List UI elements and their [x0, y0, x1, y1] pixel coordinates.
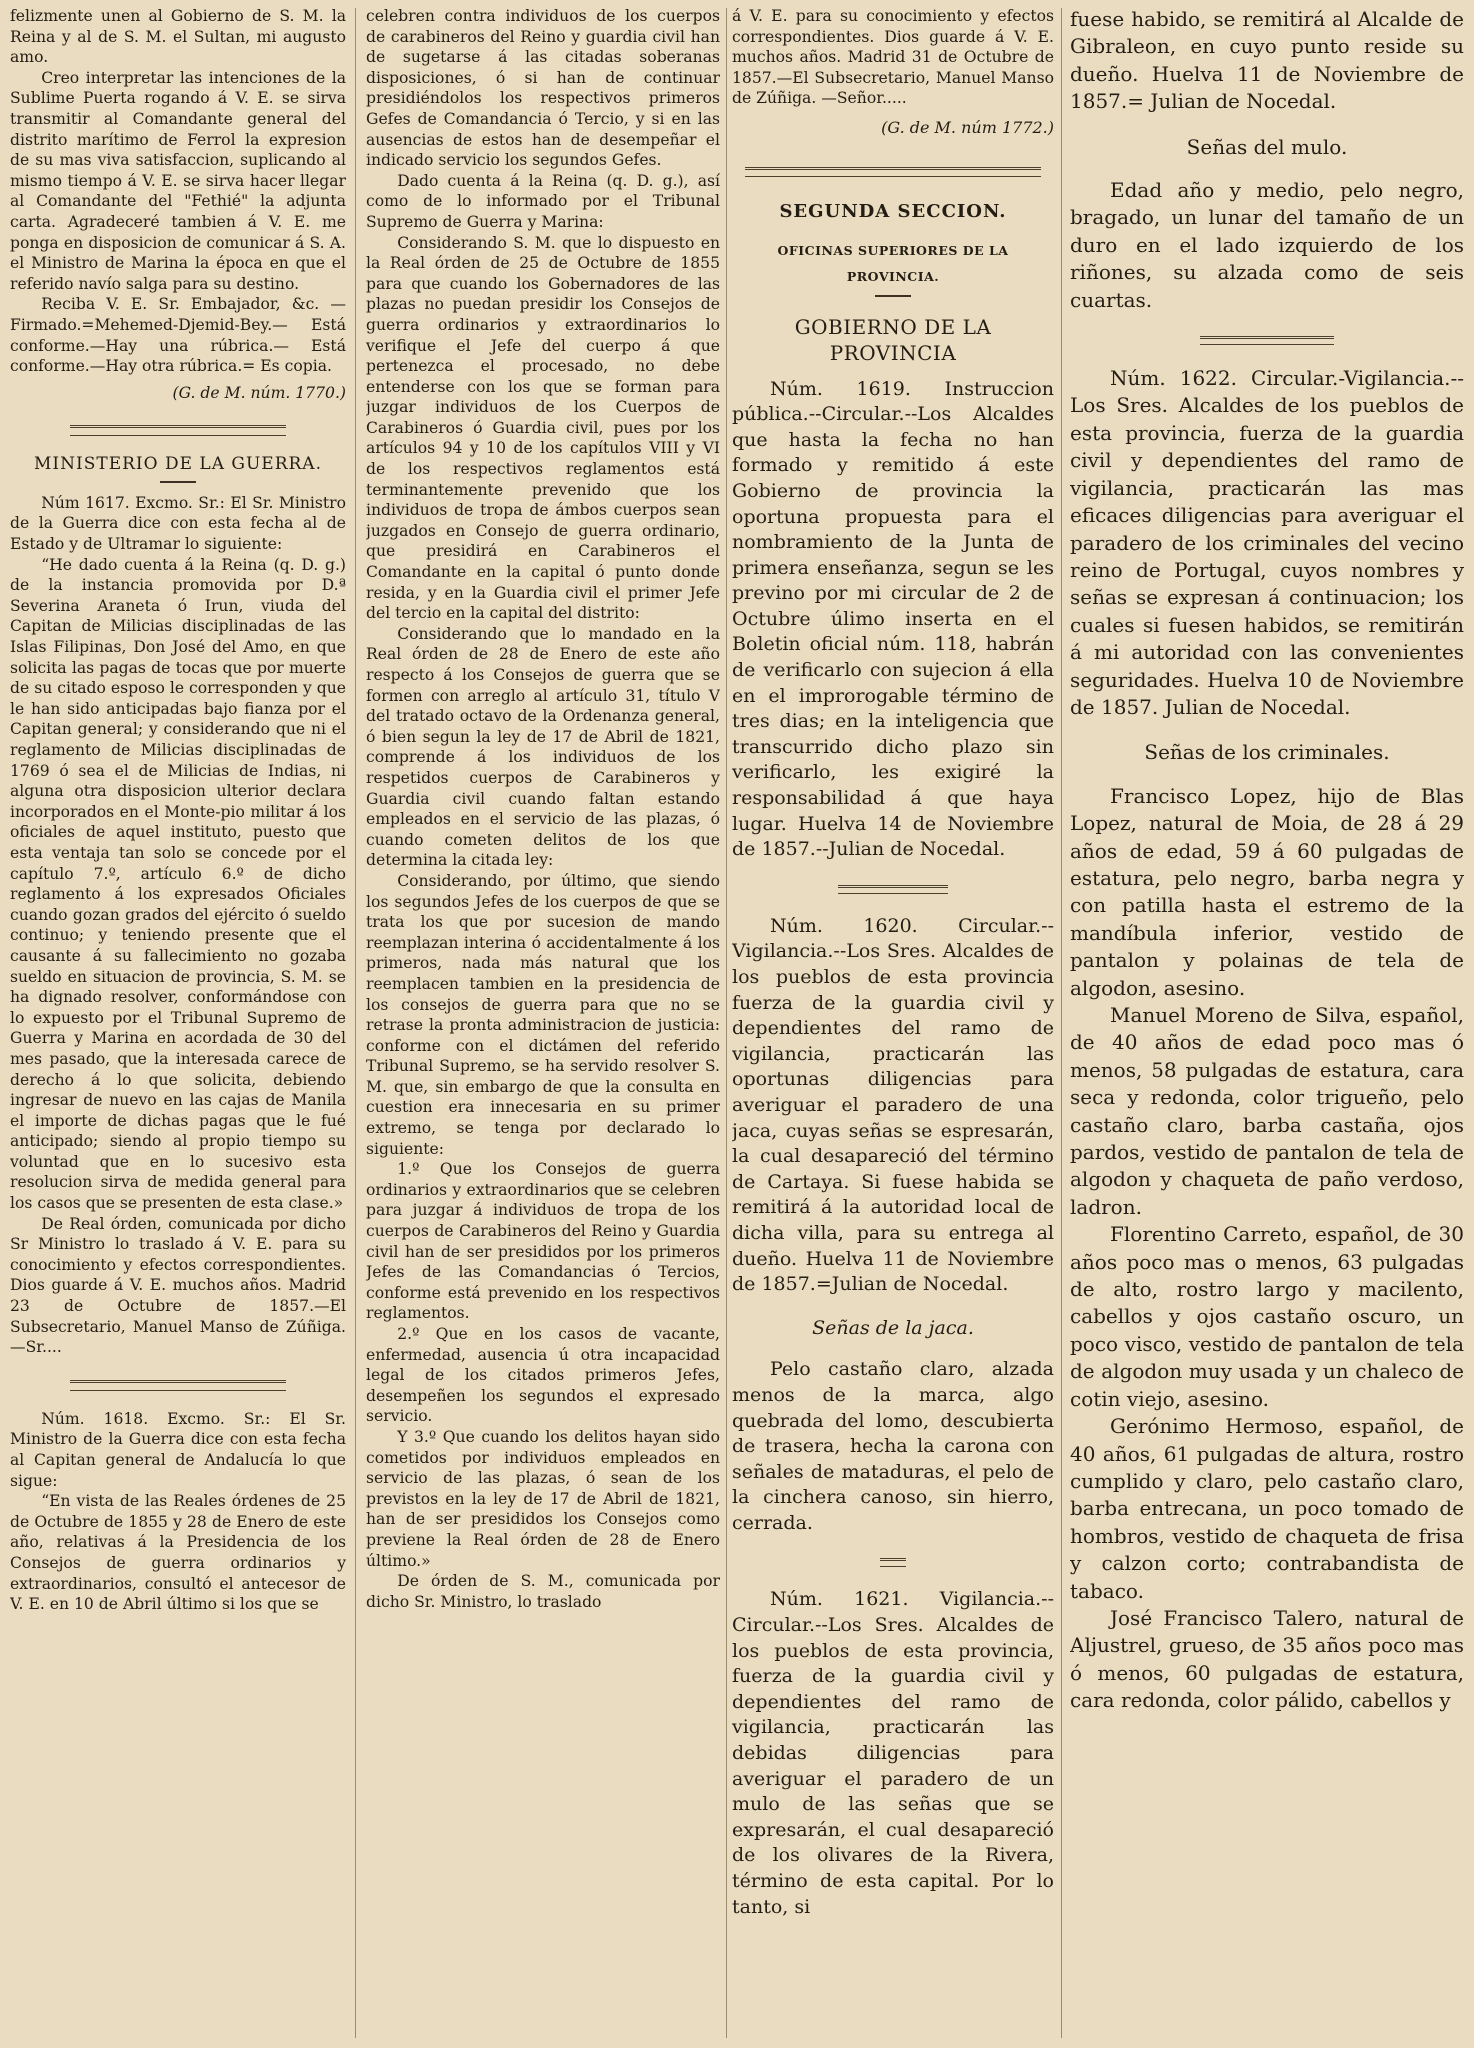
column-3 — [732, 6, 1054, 2042]
paragraph: Reciba V. E. Sr. Embajador, &c. —Firmado.=Mehemed-Djemid-Bey.— Está conforme.—Hay una rúbrica.— Está conforme.—Hay otra rúbrica.= Es copia. — [10, 295, 346, 376]
paragraph: Dado cuenta á la Reina (q. D. g.), así como de lo informado por el Tribunal Supremo de Guerra y Marina: — [366, 171, 720, 231]
paragraph: Núm. 1621. Vigilancia.--Circular.--Los Sres. Alcaldes de los pueblos de esta provincia, fuerza de la guardia civil y dependientes del ramo de vigilancia, practicarán las debidas diligencias para averiguar el paradero de un mulo de las señas que se expresarán, el cual desapareció de los olivares de la Rivera, término de esta capital. Por lo tanto, si — [732, 1588, 1054, 1918]
column-2 — [366, 6, 720, 2042]
paragraph: Núm. 1622. Circular.-Vigilancia.--Los Sres. Alcaldes de los pueblos de esta provincia, fuerza de la guardia civil y dependientes del ramo de vigilancia, practicarán las mas eficaces diligencias para averiguar el paradero de los criminales del vecino reino de Portugal, cuyos nombres y señas se expresan á continuacion; los cuales si fuesen habidos, se remitirán á mi autoridad con las convenientes seguridades. Huelva 10 de Noviembre de 1857. Julian de Nocedal. — [1070, 366, 1464, 719]
paragraph: De órden de S. M., comunicada por dicho Sr. Ministro, lo traslado — [366, 1572, 720, 1611]
paragraph: José Francisco Talero, natural de Aljustrel, grueso, de 35 años poco mas ó menos, 60 pulgadas de estatura, cara redonda, color pálido, cabellos y — [1070, 1605, 1464, 1713]
section-separator — [1200, 336, 1334, 345]
paragraph: 2.º Que en los casos de vacante, enfermedad, ausencia ú otra incapacidad legal de los citados primeros Jefes, desempeñen los segundos el expresado servicio. — [366, 1325, 720, 1426]
paragraph: Núm. 1618. Excmo. Sr.: El Sr. Ministro de la Guerra dice con esta fecha al Capitan general de Andalucía lo que sigue: — [10, 1409, 346, 1490]
paragraph: Núm. 1620. Circular.--Vigilancia.--Los Sres. Alcaldes de los pueblos de esta provincia fuerza de la guardia civil y dependientes del ramo de vigilancia, practicarán las oportunas diligencias para averiguar el paradero de una jaca, cuyas señas se espresarán, la cual desapareció del término de Cartaya. Si fuese habida se remitirá á la autoridad local de dicha villa, para su entrega al dueño. Huelva 11 de Noviembre de 1857.=Julian de Nocedal. — [732, 914, 1054, 1296]
section-separator — [880, 1558, 906, 1567]
subheading: Señas de la jaca. — [812, 1316, 974, 1339]
section-separator — [70, 425, 285, 436]
paragraph: Manuel Moreno de Silva, español, de 40 años de edad poco mas ó menos, 58 pulgadas de estatura, cara seca y redonda, color trigueño, pelo castaño claro, barba castaña, ojos pardos, vestido de pantalon de tela de algodon y chaqueta de paño verdoso, ladron. — [1070, 1003, 1464, 1219]
paragraph: Edad año y medio, pelo negro, bragado, un lunar del tamaño de un duro en el lado izquierdo de los riñones, su alzada como de seis cuartas. — [1070, 178, 1464, 312]
citation: (G. de M. núm 1772.) — [881, 117, 1054, 137]
column-4 — [1070, 6, 1464, 2042]
heading-dash — [875, 295, 911, 297]
paragraph: fuese habido, se remitirá al Alcalde de Gibraleon, en cuyo punto reside su dueño. Huelva 11 de Noviembre de 1857.= Julian de Nocedal. — [1070, 7, 1464, 114]
paragraph: Considerando que lo mandado en la Real órden de 28 de Enero de este año respecto á los Consejos de guerra que se formen con arreglo al artículo 31, título V del tratado octavo de la Ordenanza general, ó bien segun la ley de 17 de Abril de 1821, comprende á los individuos de los respetidos cuerpos de Carabineros y Guardia civil cuando faltan estando empleados en el servicio de las plazas, ó cuando cometen delitos de los que determina la citada ley: — [366, 624, 720, 870]
paragraph: Francisco Lopez, hijo de Blas Lopez, natural de Moia, de 28 á 29 años de edad, 59 á 60 pulgadas de estatura, pelo negro, barba negra y con patilla hasta el estremo de la mandíbula inferior, vestido de pantalon y polainas de tela de algodon, asesino. — [1070, 783, 1464, 1000]
paragraph: Considerando S. M. que lo dispuesto en la Real órden de 25 de Octubre de 1855 para que cuando los Gobernadores de las plazas no puedan presidir los Consejos de guerra ordinarios y extraordinarios lo verifique el Jefe del cuerpo á que pertenezca el procesado, no debe entenderse con los que se forman para juzgar individuos de los Cuerpos de Carabineros ó Guardia civil, pues por los artículos 94 y 10 de los capítulos VIII y VI de los respectivos reglamentos está terminantemente prevenido que los individuos de tropa de ámbos cuerpos sean juzgados en Consejo de guerra ordinario, que presidirá en Carabineros el Comandante en la capital ó punto donde resida, y en la Guardia civil el primer Jefe del tercio en la capital del distrito: — [366, 233, 720, 623]
heading-dash — [160, 481, 196, 483]
section-separator — [838, 885, 947, 894]
ministry-heading: MINISTERIO DE LA GUERRA. — [34, 454, 322, 475]
paragraph: felizmente unen al Gobierno de S. M. la Reina y al de S. M. el Sultan, mi augusto amo. — [10, 7, 346, 67]
citation: (G. de M. núm. 1770.) — [172, 383, 346, 402]
column-rule — [1061, 8, 1062, 2038]
paragraph: “En vista de las Reales órdenes de 25 de Octubre de 1855 y 28 de Enero de este año, relativas á la Presidencia de los Consejos de guerra ordinarios y extraordinarios, consultó el antecesor de V. E. en 10 de Abril último si los que se — [10, 1492, 346, 1614]
paragraph: Florentino Carreto, español, de 30 años poco mas o menos, 63 pulgadas de alto, rostro largo y macilento, cabellos y ojos castaño oscuro, un poco visco, vestido de pantalon de tela de algodon muy usada y un chaleco de cotin viejo, asesino. — [1070, 1222, 1464, 1411]
government-heading: GOBIERNO DE LA PROVINCIA — [794, 315, 992, 365]
column-rule — [355, 8, 356, 2038]
paragraph: celebren contra individuos de los cuerpos de carabineros del Reino y guardia civil han de sugetarse á las citadas soberanas disposiciones, ó si han de continuar presidiéndolos los respectivos primeros Gefes de Comandancia ó Tercio, y si en las ausencias de estos han de desempeñar el indicado servicio los segundos Gefes. — [366, 7, 720, 170]
paragraph: Gerónimo Hermoso, español, de 40 años, 61 pulgadas de altura, rostro cumplido y claro, pelo castaño claro, barba entrecana, un poco tomado de hombros, vestido de chaqueta de frisa y calzon corto; contrabandista de tabaco. — [1070, 1414, 1464, 1603]
paragraph: Núm. 1619. Instruccion pública.--Circular.--Los Alcaldes que hasta la fecha no han formado y remitido á este Gobierno de provincia la oportuna propuesta para el nombramiento de la Junta de primera enseñanza, segun se les previno por mi circular de 2 de Octubre úlimo inserta en el Boletin oficial núm. 118, habrán de verificarlo con sujecion á ella en el improrogable término de tres dias; en la inteligencia que transcurrido dicho plazo sin verificarlo, les exigiré la responsabilidad á que haya lugar. Huelva 14 de Noviembre de 1857.--Julian de Nocedal. — [732, 377, 1054, 861]
subheading: Señas de los criminales. — [1144, 740, 1390, 765]
column-rule — [726, 8, 727, 2038]
paragraph: Núm 1617. Excmo. Sr.: El Sr. Ministro de la Guerra dice con esta fecha al de Estado y de Ultramar lo siguiente: — [10, 493, 346, 554]
section-subtitle: OFICINAS SUPERIORES DE LA PROVINCIA. — [777, 243, 1009, 284]
section-separator — [745, 167, 1041, 177]
paragraph: De Real órden, comunicada por dicho Sr Ministro lo traslado á V. E. para su conocimiento y efectos correspondientes. Dios guarde á V. E. muchos años. Madrid 23 de Octubre de 1857.—El Subsecretario, Manuel Manso de Zúñiga.—Sr.... — [10, 1214, 346, 1357]
paragraph: á V. E. para su conocimiento y efectos correspondientes. Dios guarde á V. E. muchos años. Madrid 31 de Octubre de 1857.—El Subsecretario, Manuel Manso de Zúñiga. —Señor..... — [732, 7, 1054, 108]
paragraph: 1.º Que los Consejos de guerra ordinarios y extraordinarios que se celebren para juzgar á individuos de tropa de los cuerpos de Carabineros del Reino y Guardia civil han de ser presididos por los primeros Jefes de las Comandancias ó Tercios, conforme está prevenido en los respectivos reglamentos. — [366, 1160, 720, 1323]
paragraph: “He dado cuenta á la Reina (q. D. g.) de la instancia promovida por D.ª Severina Araneta ó Irun, viuda del Capitan de Milicias disciplinadas de las Islas Filipinas, Don José del Amo, en que solicita las pagas de tocas que por muerte de su citado esposo le corresponden y que le han sido anticipadas bajo fianza por el Capitan general; y considerando que ni el reglamento de Milicias disciplinadas de 1769 ó sea el de Milicias de Indias, ni alguna otra disposicion ulterior declara incorporados en el Monte-pio militar á los oficiales de aquel instituto, puesto que esta ventaja tan solo se concede por el capítulo 7.º, artículo 6.º de dicho reglamento á los expresados Oficiales cuando gozan grados del ejército ó sueldo continuo; y teniendo presente que el causante á su fallecimiento no gozaba sueldo en situacion de provincia, S. M. se ha dignado resolver, conformándose con lo expuesto por el Tribunal Supremo de Guerra y Marina en acordada de 30 del mes pasado, que la interesada carece de derecho á lo que solicita, debiendo ingresar de nuevo en las cajas de Manila el importe de dichas pagas que le fué anticipado; siendo al propio tiempo su voluntad que en lo sucesivo esta resolucion sirva de medida general para los casos que se presenten de esta clase.» — [10, 555, 346, 1213]
column-1 — [10, 6, 346, 2042]
section-title: SEGUNDA SECCION. — [779, 200, 1007, 222]
paragraph: Considerando, por último, que siendo los segundos Jefes de los cuerpos de que se trata los que por sucesion de mando reemplazan interina ó accidentalmente á los primeros, nada más natural que los reemplacen tambien en la presidencia de los consejos de guerra para que no se retrase la pronta administracion de justicia: conforme con el dictámen del referido Tribunal Supremo, se ha servido resolver S. M. que, sin embargo de que la consulta en cuestion era innecesaria en su primer extremo, se tenga por declarado lo siguiente: — [366, 871, 720, 1158]
paragraph: Creo interpretar las intenciones de la Sublime Puerta rogando á V. E. se sirva transmitir al Comandante general del distrito marítimo de Ferrol la expresion de su mas viva satisfaccion, suplicando al mismo tiempo á V. E. se sirva hacer llegar al Comandante del "Fethié" la adjunta carta. Agradeceré tambien á V. E. me ponga en disposicion de comunicar á S. A. el Ministro de Marina la época en que el referido navío salga para su destino. — [10, 68, 346, 293]
paragraph: Y 3.º Que cuando los delitos hayan sido cometidos por individuos empleados en servicio de las plazas, ó sean de los previstos en la ley de 17 de Abril de 1821, han de ser presididos los Consejos como previene la Real órden de 28 de Enero último.» — [366, 1427, 720, 1570]
section-separator — [70, 1380, 285, 1391]
paragraph: Pelo castaño claro, alzada menos de la marca, algo quebrada del lomo, descubierta de trasera, hecha la carona con señales de mataduras, el pelo de la cinchera canoso, sin hierro, cerrada. — [732, 1358, 1054, 1534]
subheading: Señas del mulo. — [1186, 134, 1348, 159]
